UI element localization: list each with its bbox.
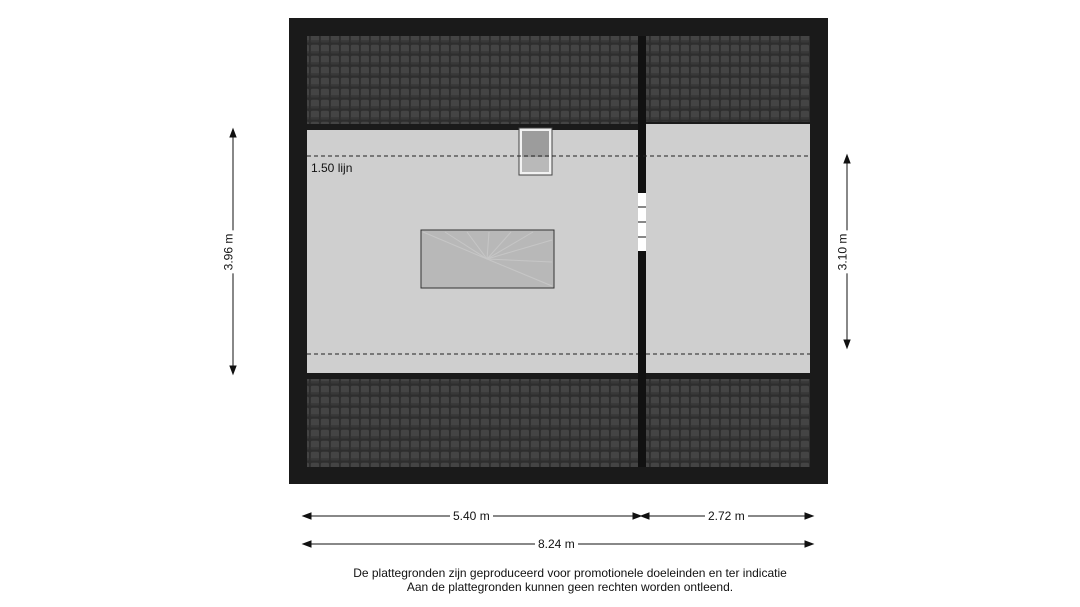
disclaimer-line-1: De plattegronden zijn geproduceerd voor promotionele doeleinden en ter indicatie <box>353 566 787 580</box>
width-right-label: 2.72 m <box>705 509 748 523</box>
right-height-label: 3.10 m <box>835 231 849 274</box>
roof-tiles-bottom-right <box>646 379 810 467</box>
roof-tiles-top-left <box>307 36 638 124</box>
roof-tiles-top-right <box>646 36 810 122</box>
width-left-label: 5.40 m <box>450 509 493 523</box>
roof-tiles-bottom-left <box>307 379 638 467</box>
dividing-wall <box>638 36 646 467</box>
width-total-label: 8.24 m <box>535 537 578 551</box>
floor-right-room <box>646 124 810 373</box>
height-line-label: 1.50 lijn <box>311 161 353 175</box>
disclaimer-line-2: Aan de plattegronden kunnen geen rechten worden ontleend. <box>406 580 734 594</box>
left-height-label: 3.96 m <box>221 231 235 274</box>
